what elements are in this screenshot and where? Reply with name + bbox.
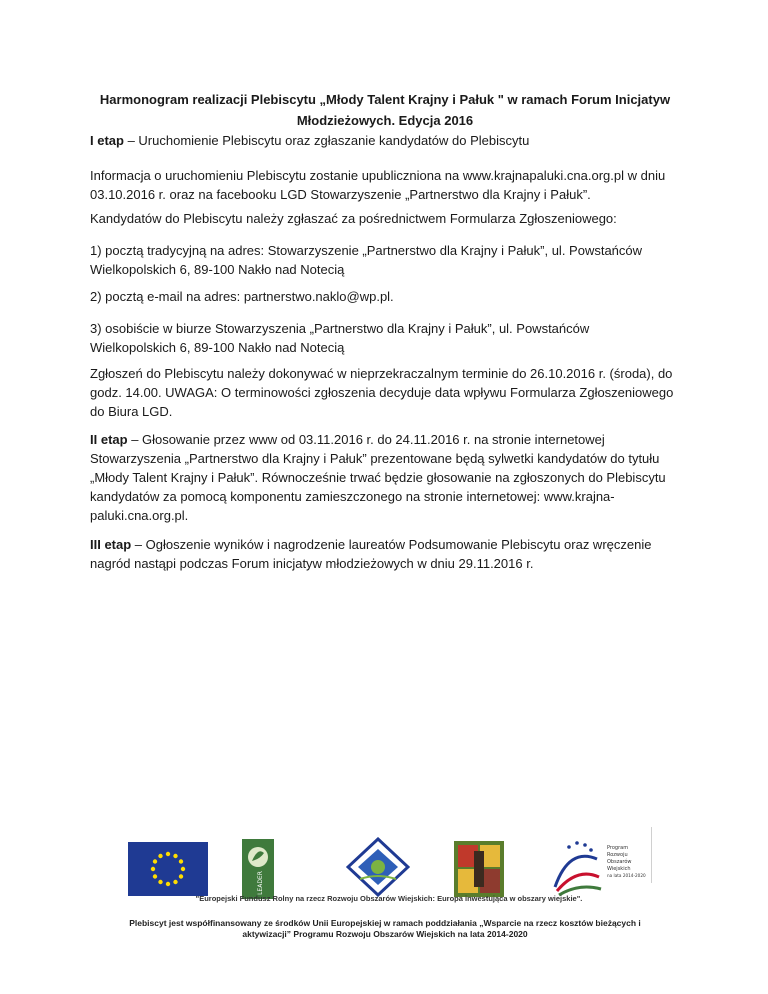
- lgd-center-dot: [371, 860, 385, 874]
- stage-3-label: III etap: [90, 537, 132, 552]
- stage-2-label: II etap: [90, 432, 128, 447]
- stage-1-label: I etap: [90, 133, 124, 148]
- info-paragraph: [90, 166, 680, 204]
- info-line-2: 03.10.2016 r. oraz na facebooku LGD Stowarzyszenie „Partnerstwo dla Krajny i Pałuk”.: [90, 187, 591, 202]
- regional-emblem-logo: [454, 841, 504, 897]
- logos-caption: "Europejski Fundusz Rolny na rzecz Rozwoju Obszarów Wiejskich: Europa inwestująca w obszary wiejskie".: [195, 894, 583, 903]
- leader-logo: [242, 839, 274, 899]
- stage-3-line-2: nagród nastąpi podczas Forum inicjatyw młodzieżowych w dniu 29.11.2016 r.: [90, 556, 534, 571]
- document-title: [90, 89, 680, 131]
- stage-2-line-2: Stowarzyszenia „Partnerstwo dla Krajny i Pałuk” prezentowane będą sylwetki kandydatów do tytułu: [90, 451, 660, 466]
- title-line-1: Harmonogram realizacji Plebiscytu „Młody Talent Krajny i Pałuk " w ramach Forum Inicjatyw: [99, 92, 671, 107]
- stage-1-text: – Uruchomienie Plebiscytu oraz zgłaszanie kandydatów do Plebiscytu: [123, 133, 530, 148]
- logo-separator: [651, 827, 652, 883]
- prow-line-1: Program: [607, 845, 629, 851]
- option-3-line-1: 3) osobiście w biurze Stowarzyszenia „Partnerstwo dla Krajny i Pałuk”, ul. Powstańców: [90, 321, 590, 336]
- eu-flag-background: [128, 842, 208, 896]
- stage-3-line-1: [90, 535, 680, 554]
- option-3-paragraph: [90, 319, 680, 357]
- funding-footer: [100, 918, 670, 940]
- deadline-line-2: godz. 14.00. UWAGA: O terminowości zgłoszenia decyduje data wpływu Formularza Zgłoszeniowego: [90, 385, 674, 400]
- eu-flag-logo: [128, 842, 208, 896]
- stage-1-heading: [90, 131, 680, 150]
- prow-blue-arc: [555, 856, 597, 887]
- info-line-1: Informacja o uruchomieniu Plebiscytu zostanie upubliczniona na www.krajnapaluki.cna.org.pl w dniu: [90, 168, 666, 183]
- stage-2-line-5: paluki.cna.org.pl.: [90, 508, 189, 523]
- prow-line-4: Wiejskich: [607, 866, 631, 872]
- candidates-line-1: Kandydatów do Plebiscytu należy zgłaszać za pośrednictwem Formularza Zgłoszeniowego:: [90, 211, 617, 226]
- footer-line-1: Plebiscyt jest współfinansowany ze środków Unii Europejskiej w ramach poddziałania „Wsparcie na rzecz kosztów bieżących i: [129, 918, 641, 928]
- deadline-line-3: do Biura LGD.: [90, 404, 173, 419]
- prow-line-2: Rozwoju: [607, 852, 628, 858]
- stage-2-line-4: kandydatów za pomocą komponentu zamieszczonego na stronie internetowej: www.krajna-: [90, 489, 615, 504]
- stage-2-paragraph: [90, 430, 680, 525]
- footer-line-2: aktywizacji” Programu Rozwoju Obszarów Wiejskich na lata 2014-2020: [242, 929, 528, 939]
- stage-2-text: – Głosowanie przez www od 03.11.2016 r. do 24.11.2016 r. na stronie internetowej: [127, 432, 605, 447]
- candidates-paragraph: [90, 209, 680, 228]
- option-1-line-2: Wielkopolskich 6, 89-100 Nakło nad Notecią: [90, 262, 345, 277]
- stage-3-text: – Ogłoszenie wyników i nagrodzenie laureatów Podsumowanie Plebiscytu oraz wręczenie: [131, 537, 652, 552]
- deadline-paragraph: [90, 364, 680, 421]
- stage-2-line-1: [90, 430, 680, 449]
- option-1-paragraph: [90, 241, 680, 279]
- option-1-line-1: 1) pocztą tradycyjną na adres: Stowarzyszenie „Partnerstwo dla Krajny i Pałuk”, ul. Powstańców: [90, 243, 643, 258]
- prow-stars: [567, 841, 593, 852]
- leader-text: LEADER: [257, 871, 264, 895]
- option-3-line-2: Wielkopolskich 6, 89-100 Nakło nad Notecią: [90, 340, 345, 355]
- prow-logo: [549, 837, 649, 897]
- emblem-figure: [474, 851, 484, 887]
- stage-3-paragraph: [90, 535, 680, 573]
- prow-line-5: na lata 2014-2020: [607, 873, 646, 878]
- prow-line-3: Obszarów: [607, 859, 632, 865]
- stage-2-line-3: „Młody Talent Krajny i Pałuk”. Równocześnie trwać będzie głosowanie na zgłoszonych do Plebiscytu: [90, 470, 666, 485]
- sponsor-logos: [124, 825, 654, 895]
- title-line-2: Młodzieżowych. Edycja 2016: [296, 113, 474, 128]
- option-2-paragraph: [90, 287, 680, 306]
- deadline-line-1: Zgłoszeń do Plebiscytu należy dokonywać w nieprzekraczalnym terminie do 26.10.2016 r. (środa), do: [90, 366, 673, 381]
- option-2-line-1: 2) pocztą e-mail na adres: partnerstwo.naklo@wp.pl.: [90, 289, 394, 304]
- lgd-logo: [346, 837, 410, 897]
